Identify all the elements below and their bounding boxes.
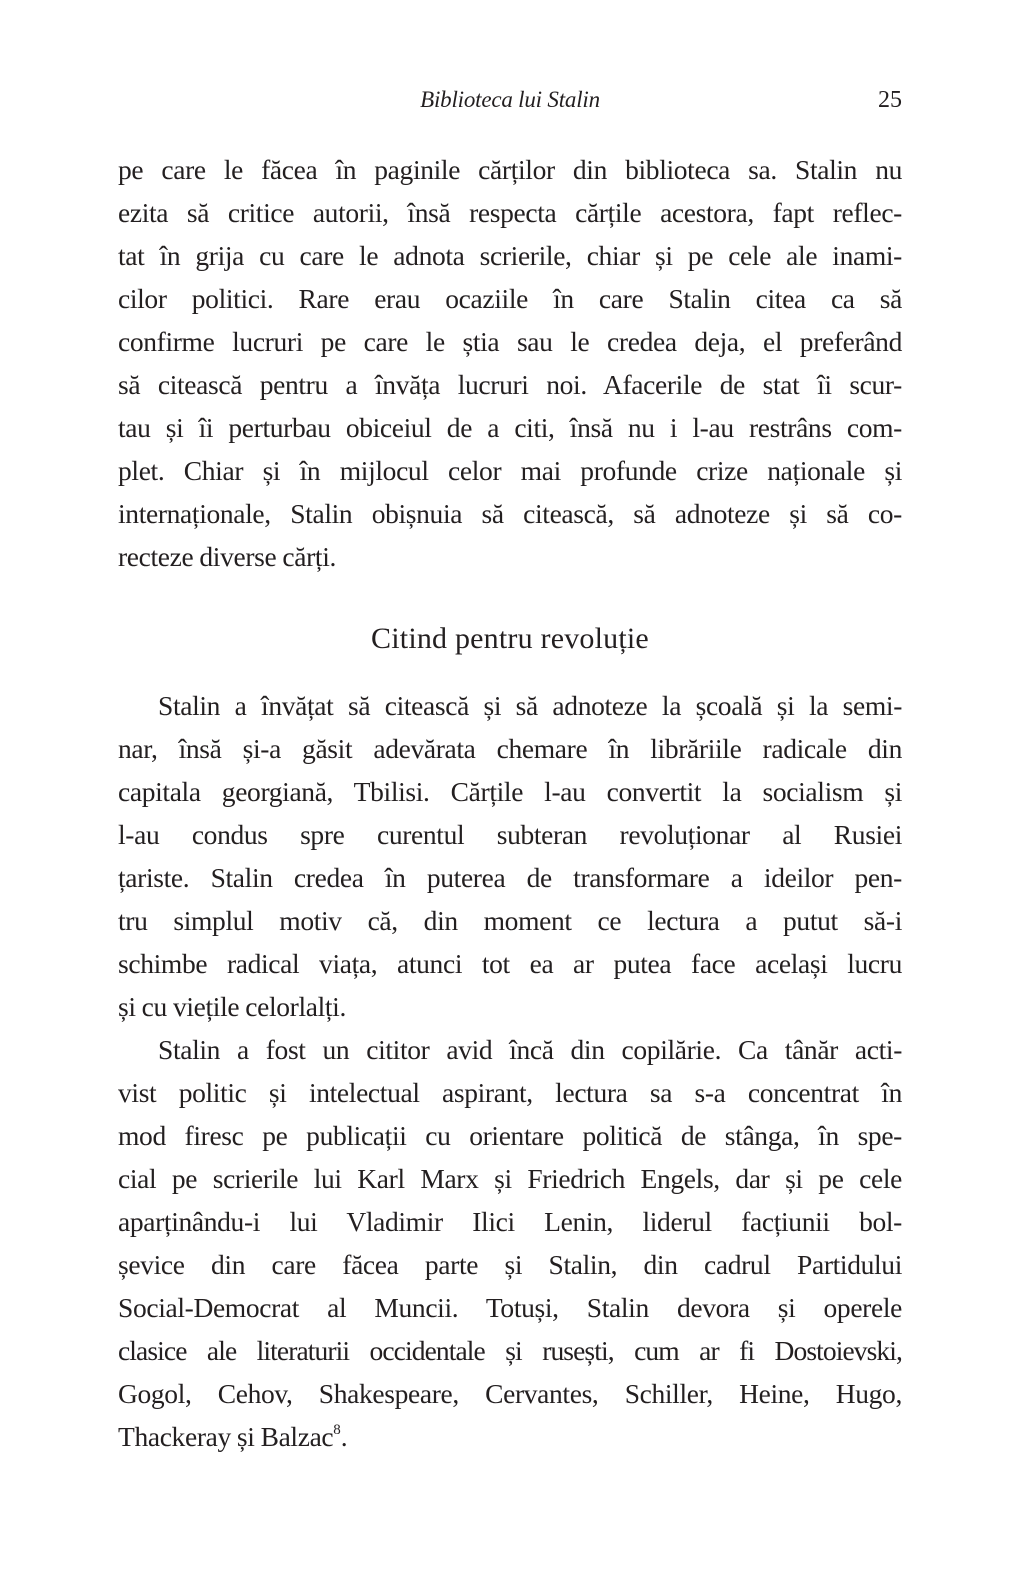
text-line: tau și îi perturbau obiceiul de a citi, însă nu i l-au restrâns com- [118, 412, 902, 443]
text-line: pe care le făcea în paginile cărților din biblioteca sa. Stalin nu [118, 154, 902, 185]
text-line: nar, însă și-a găsit adevărata chemare în librăriile radicale din [118, 733, 902, 764]
text-line: Stalin a fost un cititor avid încă din copilărie. Ca tânăr acti- [158, 1034, 902, 1065]
text-line: ezita să critice autorii, însă respecta cărțile acestora, fapt reflec- [118, 197, 902, 228]
text-line: tru simplul motiv că, din moment ce lectura a putut să-i [118, 905, 902, 936]
text-line: să citească pentru a învăța lucruri noi. Afacerile de stat îi scur- [118, 369, 902, 400]
section-heading: Citind pentru revoluție [371, 622, 649, 655]
text-line: recteze diverse cărți. [118, 541, 337, 572]
paragraph [118, 684, 902, 1028]
text-line: cilor politici. Rare erau ocaziile în care Stalin citea ca să [118, 283, 902, 314]
text-line: tat în grija cu care le adnota scrierile, chiar și pe cele ale inami- [118, 240, 902, 271]
text-line: capitala georgiană, Tbilisi. Cărțile l-au convertit la socialism și [118, 776, 902, 807]
running-header [118, 84, 902, 118]
text-line: Gogol, Cehov, Shakespeare, Cervantes, Schiller, Heine, Hugo, [118, 1378, 902, 1409]
text-line-content: Thackeray și Balzac [118, 1421, 334, 1452]
page-number: 25 [878, 87, 902, 113]
text-line: l-au condus spre curentul subteran revoluționar al Rusiei [118, 819, 902, 850]
running-title: Biblioteca lui Stalin [420, 87, 600, 112]
text-line: Social-Democrat al Muncii. Totuși, Stalin devora și operele [118, 1292, 902, 1323]
paragraph [118, 1028, 902, 1458]
paragraph-continuation [118, 148, 902, 578]
text-line: vist politic și intelectual aspirant, lectura sa s-a concentrat în [118, 1077, 902, 1108]
text-line: confirme lucruri pe care le știa sau le credea deja, el preferând [118, 326, 902, 357]
final-punctuation: . [340, 1421, 348, 1452]
text-line: internaționale, Stalin obișnuia să citească, să adnoteze și să co- [118, 498, 902, 529]
text-line: aparținându-i lui Vladimir Ilici Lenin, liderul facțiunii bol- [118, 1206, 902, 1237]
footnote-reference[interactable]: 8 [333, 1422, 341, 1438]
text-line: Stalin a învățat să citească și să adnoteze la școală și la semi- [158, 690, 902, 721]
text-line: șevice din care făcea parte și Stalin, din cadrul Partidului [118, 1249, 902, 1280]
text-line-final [118, 1415, 902, 1458]
text-line: schimbe radical viața, atunci tot ea ar putea face același lucru [118, 948, 902, 979]
text-line: plet. Chiar și în mijlocul celor mai profunde crize naționale și [118, 455, 902, 486]
text-line: mod firesc pe publicații cu orientare politică de stânga, în spe- [118, 1120, 902, 1151]
text-line: cial pe scrierile lui Karl Marx și Friedrich Engels, dar și pe cele [118, 1163, 902, 1194]
text-line: și cu viețile celorlalți. [118, 991, 346, 1022]
text-line: clasice ale literaturii occidentale și rusești, cum ar fi Dostoievski, [118, 1335, 902, 1366]
text-line: țariste. Stalin credea în puterea de transformare a ideilor pen- [118, 862, 902, 893]
